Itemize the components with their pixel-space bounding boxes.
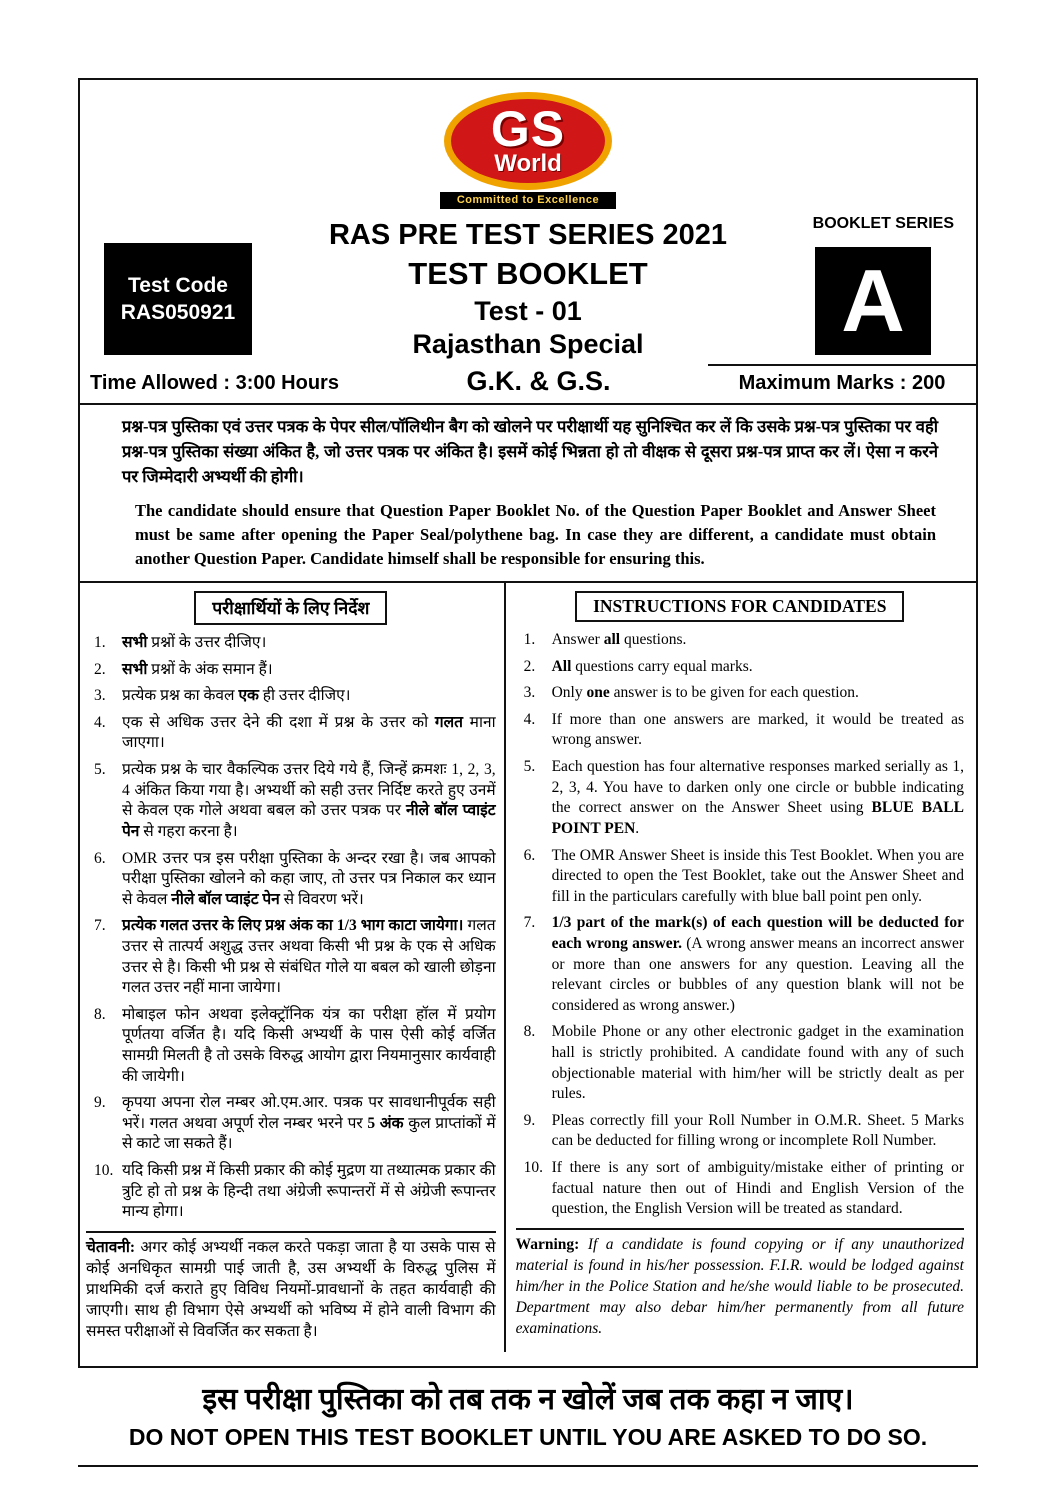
logo-world-text: World bbox=[494, 149, 562, 177]
english-instruction-10: If there is any sort of ambiguity/mistake either of printing or factual nature then out of Hindi and English Version of the question, the English Version will be treated as standard. bbox=[551, 1159, 964, 1218]
footer bbox=[78, 1382, 978, 1467]
logo-banner: Committed to Excellence bbox=[440, 192, 616, 209]
header bbox=[80, 209, 976, 405]
english-instruction-1: Answer all questions. bbox=[551, 631, 687, 649]
booklet-series-box: A bbox=[815, 247, 931, 355]
time-marks-row bbox=[80, 362, 976, 405]
instruction-columns bbox=[80, 583, 976, 1352]
hindi-instruction-8: मोबाइल फोन अथवा इलेक्ट्रॉनिक यंत्र का परीक्षा हॉल में प्रयोग पूर्णतया वर्जित है। यदि किसी अभ्यर्थी के पास ऐसी कोई वर्जित सामग्री मिलती है तो उसके विरुद्ध आयोग द्वारा नियमानुसार कार्यवाही की जायेगी। bbox=[122, 1005, 496, 1085]
english-instruction-2: All questions carry equal marks. bbox=[551, 657, 753, 675]
test-code-label: Test Code bbox=[128, 273, 228, 297]
hindi-instruction-10: यदि किसी प्रश्न में किसी प्रकार की कोई मुद्रण या तथ्यात्मक प्रकार की त्रुटि हो तो प्रश्न के हिन्दी तथा अंग्रेजी रूपान्तरों में से अंग्रेजी रूपान्तर मान्य होगा। bbox=[122, 1162, 496, 1221]
footer-rule bbox=[78, 1465, 978, 1467]
english-instruction-9: Pleas correctly fill your Roll Number in O.M.R. Sheet. 5 Marks can be deducted for filling wrong or incomplete Roll Number. bbox=[551, 1111, 964, 1150]
footer-hindi-warning: इस परीक्षा पुस्तिका को तब तक न खोलें जब तक कहा न जाए। bbox=[202, 1383, 854, 1416]
time-allowed: Time Allowed : 3:00 Hours bbox=[90, 372, 339, 394]
hindi-instruction-5: प्रत्येक प्रश्न के चार वैकल्पिक उत्तर दिये गये हैं, जिन्हें क्रमशः 1, 2, 3, 4 अंकित किया गया है। अभ्यर्थी को सही उत्तर निर्दिष्ट करते हुए उनमें से केवल एक गोले अथवा बबल को उत्तर पत्रक पर नीले बॉल प्वाइंट पेन से गहरा करना है। bbox=[122, 761, 496, 840]
hindi-warning: चेतावनी: अगर कोई अभ्यर्थी नकल करते पकड़ा जाता है या उसके पास से कोई अनधिकृत सामग्री पाई जाती है, उस अभ्यर्थी के विरुद्ध पुलिस में प्राथमिकी दर्ज कराते हुए विविध नियमों-प्रावधानों के तहत कार्यवाही की जाएगी। साथ ही विभाग ऐसे अभ्यर्थी को भविष्य में होने वाली विभाग की समस्त परीक्षाओं से विवर्जित कर सकता है। bbox=[86, 1231, 496, 1343]
test-code-value: RAS050921 bbox=[120, 301, 236, 324]
hindi-instructions-list bbox=[86, 633, 496, 1223]
english-instruction-8: Mobile Phone or any other electronic gadget in the examination hall is strictly prohibited. A candidate found with any of such objectionable material with him/her will be strictly dealt as per rules. bbox=[551, 1023, 964, 1103]
page-frame bbox=[78, 78, 978, 1368]
english-instruction-4: If more than one answers are marked, it would be treated as wrong answer. bbox=[551, 710, 964, 749]
test-booklet-title: TEST BOOKLET bbox=[408, 256, 648, 291]
hindi-instruction-9: कृपया अपना रोल नम्बर ओ.एम.आर. पत्रक पर सावधानीपूर्वक सही भरें। गलत अथवा अपूर्ण रोल नम्बर भरने पर 5 अंक कुल प्राप्तांकों में से काटे जा सकते हैं। bbox=[122, 1094, 496, 1153]
main-title: RAS PRE TEST SERIES 2021 bbox=[328, 219, 728, 251]
hindi-instruction-6: OMR उत्तर पत्र इस परीक्षा पुस्तिका के अन्दर रखा है। जब आपको परीक्षा पुस्तिका खोलने को कहा जाए, तो उत्तर पत्र निकाल कर ध्यान से केवल नीले बॉल प्वाइंट पेन से विवरण भरें। bbox=[122, 849, 496, 908]
english-instructions-panel bbox=[506, 583, 976, 1352]
english-instructions-title: INSTRUCTIONS FOR CANDIDATES bbox=[575, 591, 904, 622]
english-instruction-6: The OMR Answer Sheet is inside this Test Booklet. When you are directed to open the Test Booklet, take out the Answer Sheet and fill in the particulars carefully with blue ball point pen only. bbox=[551, 846, 964, 905]
english-instruction-3: Only one answer is to be given for each question. bbox=[551, 684, 859, 702]
logo-oval bbox=[444, 92, 612, 190]
subject-title: Rajasthan Special bbox=[412, 329, 644, 359]
english-warning: Warning: If a candidate is found copying or if any unauthorized material is found in his/her possession. F.I.R. would be lodged against him/her in the Police Station and he/she would liable to be prosecuted. Department may also debar him/her permanently from all future examinations. bbox=[516, 1228, 964, 1340]
hindi-notice: प्रश्न-पत्र पुस्तिका एवं उत्तर पत्रक के पेपर सील/पॉलिथीन बैग को खोलने पर परीक्षार्थी यह सुनिश्चित कर लें कि उसके प्रश्न-पत्र पुस्तिका पर वही प्रश्न-पत्र पुस्तिका संख्या अंकित है, जो उत्तर पत्रक पर अंकित है। इसमें कोई भिन्नता हो तो वीक्षक से दूसरा प्रश्न-पत्र प्राप्त कर लें। ऐसा न करने पर जिम्मेदारी अभ्यर्थी की होगी। bbox=[122, 417, 938, 486]
english-instructions-list bbox=[516, 630, 964, 1220]
hindi-instructions-title: परीक्षार्थियों के लिए निर्देश bbox=[194, 591, 387, 625]
english-notice: The candidate should ensure that Question Paper Booklet No. of the Question Paper Booklet and Answer Sheet must be same after opening the Paper Seal/polythene bag. In case they are different, a candidate must obtain another Question Paper. Candidate himself shall be responsible for ensuring this. bbox=[80, 493, 976, 583]
logo-gs-text: GS bbox=[490, 100, 566, 157]
english-instruction-5: Each question has four alternative responses marked serially as 1, 2, 3, 4. You have to darken only one circle or bubble indicating the correct answer on the Answer Sheet using BLUE BALL POINT PEN. bbox=[551, 758, 964, 837]
maximum-marks: Maximum Marks : 200 bbox=[708, 364, 976, 397]
gkgs-title: G.K. & G.S. bbox=[466, 366, 611, 396]
footer-english-warning: DO NOT OPEN THIS TEST BOOKLET UNTIL YOU ARE ASKED TO DO SO. bbox=[128, 1424, 928, 1450]
english-instruction-7: 1/3 part of the mark(s) of each question will be deducted for each wrong answer. (A wrong answer means an incorrect answer or more than one answers for any question. Leaving all the relevant circles or bubbles of any question blank will not be considered as wrong answer.) bbox=[551, 914, 964, 1014]
gs-world-logo bbox=[80, 80, 976, 209]
hindi-instruction-4: एक से अधिक उत्तर देने की दशा में प्रश्न के उत्तर को गलत माना जाएगा। bbox=[122, 713, 496, 752]
hindi-instruction-2: सभी प्रश्नों के अंक समान हैं। bbox=[122, 660, 273, 678]
hindi-instruction-7: प्रत्येक गलत उत्तर के लिए प्रश्न अंक का 1/3 भाग काटा जायेगा। गलत उत्तर से तात्पर्य अशुद्ध उत्तर अथवा किसी भी प्रश्न के एक से अधिक उत्तर से है। किसी भी प्रश्न से संबंधित गोले या बबल को खाली छोड़ना गलत उत्तर नहीं माना जायेगा। bbox=[122, 917, 496, 997]
booklet-series-label: BOOKLET SERIES bbox=[812, 215, 954, 232]
test-code-box bbox=[104, 243, 252, 355]
hindi-instructions-panel bbox=[80, 583, 506, 1352]
hindi-instruction-3: प्रत्येक प्रश्न का केवल एक ही उत्तर दीजिए। bbox=[122, 687, 351, 705]
hindi-instruction-1: सभी प्रश्नों के उत्तर दीजिए। bbox=[122, 634, 267, 652]
test-number: Test - 01 bbox=[474, 296, 582, 326]
